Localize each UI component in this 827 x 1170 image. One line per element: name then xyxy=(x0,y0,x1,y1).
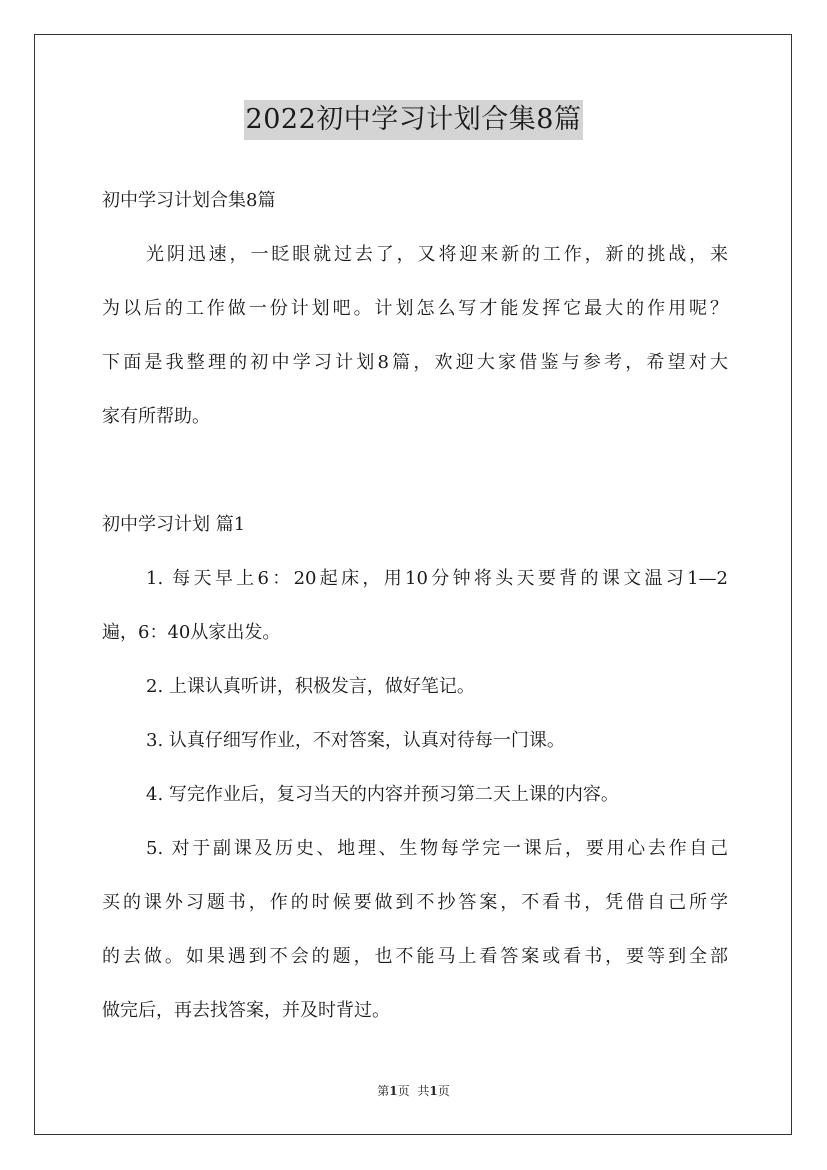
footer-page-number: 1 xyxy=(389,1084,398,1098)
footer-total-number: 1 xyxy=(429,1084,438,1098)
text-line: 下面是我整理的初中学习计划8篇，欢迎大家借鉴与参考，希望对大 xyxy=(102,352,728,373)
text-line: 4. 写完作业后，复习当天的内容并预习第二天上课的内容。 xyxy=(146,784,619,805)
text-line: 初中学习计划 篇1 xyxy=(102,514,246,535)
text-line: 光阴迅速，一眨眼就过去了，又将迎来新的工作，新的挑战，来 xyxy=(146,244,728,265)
text-line: 初中学习计划合集8篇 xyxy=(102,190,276,211)
text-line: 3. 认真仔细写作业，不对答案，认真对待每一门课。 xyxy=(146,730,565,751)
text-line: 买的课外习题书，作的时候要做到不抄答案，不看书，凭借自己所学 xyxy=(102,892,728,913)
document-title: 2022初中学习计划合集8篇 xyxy=(244,100,584,140)
text-line: 为以后的工作做一份计划吧。计划怎么写才能发挥它最大的作用呢？ xyxy=(102,298,728,319)
paragraph-gap xyxy=(102,444,728,498)
text-line: 1. 每天早上6：20起床，用10分钟将头天要背的课文温习1—2 xyxy=(146,568,728,589)
footer-total-suffix: 页 xyxy=(437,1084,450,1098)
text-line: 遍，6：40从家出发。 xyxy=(102,622,281,643)
page-footer xyxy=(0,1083,827,1099)
document-body xyxy=(102,174,728,1038)
text-line: 家有所帮助。 xyxy=(102,406,210,427)
text-line: 5. 对于副课及历史、地理、生物每学完一课后，要用心去作自己 xyxy=(146,838,728,859)
text-line: 2. 上课认真听讲，积极发言，做好笔记。 xyxy=(146,676,475,697)
footer-page-prefix: 第 xyxy=(377,1084,390,1098)
footer-total-prefix: 共 xyxy=(417,1084,430,1098)
text-line: 做完后，再去找答案，并及时背过。 xyxy=(102,1000,390,1021)
title-container xyxy=(0,100,827,140)
text-line: 的去做。如果遇到不会的题，也不能马上看答案或看书，要等到全部 xyxy=(102,946,728,967)
footer-page-suffix: 页 xyxy=(397,1084,410,1098)
